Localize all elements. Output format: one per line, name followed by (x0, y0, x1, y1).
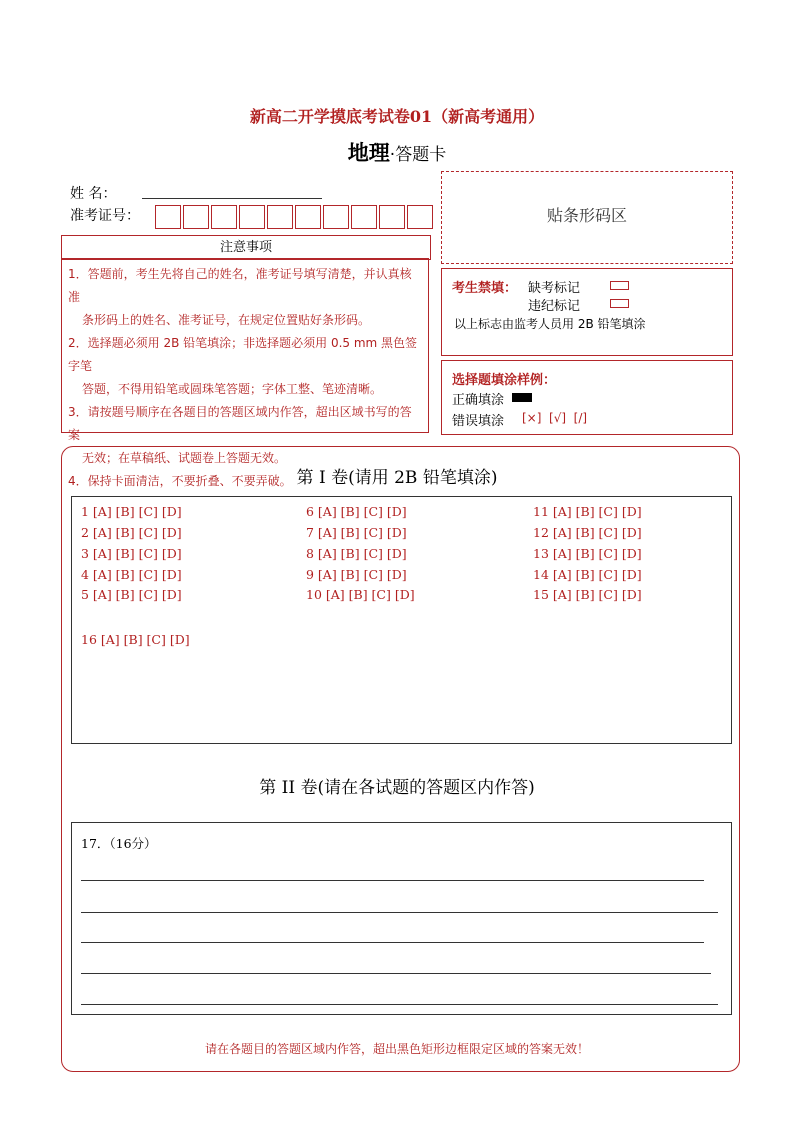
essay-box[interactable] (71, 822, 732, 1015)
note-line: 3．请按题号顺序在各题目的答题区域内作答，超出区域书写的答案 (68, 405, 412, 442)
ban-note: 以上标志由监考人员用 2B 铅笔填涂 (454, 317, 646, 331)
id-cell[interactable] (239, 205, 265, 229)
id-cell[interactable] (323, 205, 349, 229)
correct-label: 正确填涂 (452, 393, 505, 408)
question-1[interactable]: 1 [A] [B] [C] [D] (81, 504, 182, 519)
question-8[interactable]: 8 [A] [B] [C] [D] (306, 546, 407, 561)
absent-label: 缺考标记 (528, 281, 581, 296)
question-5[interactable]: 5 [A] [B] [C] [D] (81, 587, 182, 602)
id-cells[interactable] (155, 205, 435, 229)
name-field[interactable] (142, 198, 322, 199)
footer-warning: 请在各题目的答题区域内作答，超出黑色矩形边框限定区域的答案无效！ (204, 1042, 589, 1056)
question-2[interactable]: 2 [A] [B] [C] [D] (81, 525, 182, 540)
part2-title: 第 II 卷(请在各试题的答题区内作答) (259, 778, 535, 798)
filled-mark (512, 393, 532, 402)
name-label: 姓 名： (70, 186, 117, 202)
question-9[interactable]: 9 [A] [B] [C] [D] (306, 567, 407, 582)
id-cell[interactable] (211, 205, 237, 229)
sample-title: 选择题填涂样例： (452, 373, 557, 388)
question-14[interactable]: 14 [A] [B] [C] [D] (533, 567, 642, 582)
question-3[interactable]: 3 [A] [B] [C] [D] (81, 546, 182, 561)
question-6[interactable]: 6 [A] [B] [C] [D] (306, 504, 407, 519)
ban-box (441, 268, 733, 356)
wrong-marks: [×] [√] [/] (522, 411, 588, 425)
answer-line[interactable] (81, 1004, 718, 1005)
answer-line[interactable] (81, 973, 711, 974)
mcq-box (71, 496, 732, 744)
note-line: 无效；在草稿纸、试题卷上答题无效。 (82, 451, 287, 465)
note-line: 2．选择题必须用 2B 铅笔填涂；非选择题必须用 0.5 mm 黑色签字笔 (68, 336, 418, 373)
note-line: 答题，不得用铅笔或圆珠笔答题；字体工整、笔迹清晰。 (82, 382, 383, 396)
question-12[interactable]: 12 [A] [B] [C] [D] (533, 525, 642, 540)
question-13[interactable]: 13 [A] [B] [C] [D] (533, 546, 642, 561)
ban-label: 考生禁填： (452, 281, 518, 296)
sample-box (441, 360, 733, 435)
note-line: 1．答题前，考生先将自己的姓名，准考证号填写清楚，并认真核准 (68, 267, 412, 304)
id-cell[interactable] (155, 205, 181, 229)
q17-label: 17．（16分） (81, 836, 157, 851)
id-cell[interactable] (295, 205, 321, 229)
question-10[interactable]: 10 [A] [B] [C] [D] (306, 587, 415, 602)
id-cell[interactable] (267, 205, 293, 229)
id-cell[interactable] (407, 205, 433, 229)
note-line: 4．保持卡面清洁，不要折叠、不要弄破。 (68, 474, 292, 488)
exam-title: 新高二开学摸底考试卷01（新高考通用） (249, 107, 545, 126)
answer-line[interactable] (81, 942, 704, 943)
question-15[interactable]: 15 [A] [B] [C] [D] (533, 587, 642, 602)
note-line: 条形码上的姓名、准考证号，在规定位置贴好条形码。 (82, 313, 371, 327)
notes-heading: 注意事项 (61, 235, 431, 260)
question-4[interactable]: 4 [A] [B] [C] [D] (81, 567, 182, 582)
answer-line[interactable] (81, 880, 704, 881)
barcode-area: 贴条形码区 (441, 171, 733, 264)
question-16[interactable]: 16 [A] [B] [C] [D] (81, 632, 190, 647)
subject-name: 地理 (347, 140, 390, 165)
absent-box[interactable] (610, 281, 629, 290)
id-cell[interactable] (351, 205, 377, 229)
violation-box[interactable] (610, 299, 629, 308)
id-cell[interactable] (379, 205, 405, 229)
violation-label: 违纪标记 (528, 299, 581, 314)
question-7[interactable]: 7 [A] [B] [C] [D] (306, 525, 407, 540)
subject-suffix: ·答题卡 (389, 145, 447, 165)
card-title (0, 137, 794, 167)
part1-title: 第 I 卷(请用 2B 铅笔填涂) (296, 468, 498, 488)
id-cell[interactable] (183, 205, 209, 229)
wrong-label: 错误填涂 (452, 414, 505, 429)
question-11[interactable]: 11 [A] [B] [C] [D] (533, 504, 642, 519)
answer-line[interactable] (81, 912, 718, 913)
id-label: 准考证号： (70, 208, 140, 224)
